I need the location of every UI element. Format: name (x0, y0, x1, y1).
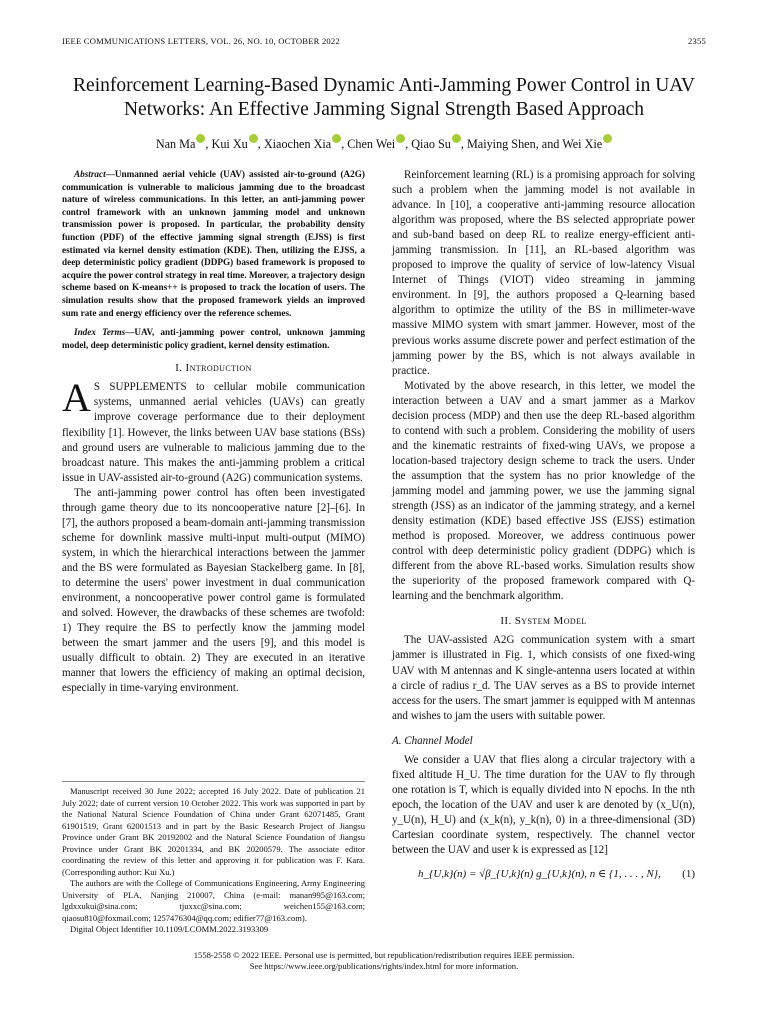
orcid-icon[interactable] (396, 134, 405, 143)
author-separator: , (460, 137, 467, 152)
paper-title: Reinforcement Learning-Based Dynamic Anti-Jamming Power Control in UAV Networks: An Effective Jamming Signal Strength Based Approach (73, 75, 695, 120)
author-separator: , (257, 137, 264, 152)
author-separator: , (205, 137, 212, 152)
page-number: 2355 (688, 36, 706, 46)
abstract (62, 168, 365, 319)
drop-cap: A (62, 375, 91, 421)
right-paragraph-1: Reinforcement learning (RL) is a promising approach for solving such a problem when the jamming model is not available in advance. In [10], a cooperative anti-jamming resource allocation algorithm was proposed, where the BS selected appropriate power and sub-band based on deep RL to realize energy-efficient anti-jamming transmission. In [11], an RL-based algorithm was proposed to improve the quality of service of low-latency Visual Internet of Things (VIOT) video streaming in jamming environment. In [9], the authors proposed a Q-learning based algorithm to optimize the utility of the BS in millimeter-wave massive MIMO system with smart jammer. However, most of the previous works assume discrete power and perfect estimation of the jamming power by the BS, which is not always available in practice. (392, 169, 695, 377)
author: Nan Ma (155, 137, 196, 152)
footnote-manuscript: Manuscript received 30 June 2022; accepted 16 July 2022. Date of publication 21 July 2022; date of current version 10 October 2022. This work was supported in part by the National Natural Science Foundation of China under Grant 62071485, Grant 61901519, Grant 62001513 and in part by the Basic Research Project of Jiangsu Province under Grant BK 20192002 and the Natural Science Foundation of Jiangsu Province under Grant BK 20201334, and BK 20200579. The associate editor coordinating the review of this letter and approving it for publication was F. Kara. (Corresponding author: Kui Xu.) (62, 786, 365, 877)
orcid-icon[interactable] (603, 134, 612, 143)
index-terms-dash: — (125, 327, 135, 338)
author: Kui Xu (211, 137, 248, 152)
copyright-line: 1558-2558 © 2022 IEEE. Personal use is permitted, but republication/redistribution requires IEEE permission. (193, 950, 575, 960)
orcid-icon[interactable] (249, 134, 258, 143)
footnote-affiliation: The authors are with the College of Communications Engineering, Army Engineering University of PLA, Nanjing 210007, China (e-mail: manan995@163.com; lgdxxukui@sina.com; tjuxxc@sina.com; weichen155@163.com; qiaosu810@foxmail.com; 1257476304@qq.com; edifier77@163.com). (62, 878, 365, 923)
subsection-heading-channel-model: A. Channel Model (392, 734, 473, 747)
channel-model-paragraph: We consider a UAV that flies along a circular trajectory with a fixed altitude H_U. The time duration for the UAV to fly through one rotation is T, which is equally divided into N epochs. In the nth epoch, the location of the UAV and user k are denoted by (x_U(n), y_U(n), H_U) and (x_k(n), y_k(n), 0) in a three-dimensional (3D) Cartesian coordinate system, respectively. The channel vector between the UAV and user k is expressed as [12] (392, 753, 695, 857)
right-column (392, 168, 695, 882)
author-separator: , and (535, 137, 563, 152)
author-list (40, 134, 728, 152)
author: Chen Wei (347, 137, 396, 152)
index-terms (62, 326, 365, 351)
author-separator: , (341, 137, 348, 152)
orcid-icon[interactable] (452, 134, 461, 143)
section-heading-introduction: I. Introduction (175, 362, 252, 375)
index-terms-label: Index Terms (74, 327, 126, 338)
intro-paragraph-2: The anti-jamming power control has often been investigated through game theory due to its noncooperative nature [2]–[6]. In [7], the authors proposed a beam-domain anti-jamming transmission scheme for downlink massive multi-input multi-output (MIMO) system, in which the hierarchical interactions between the jammer and the BS were formulated as Bayesian Stackelberg game. In [8], to determine the users' power investment in dual communication environment, a noncooperative power control game is formulated and solved. However, the drawbacks of these schemes are twofold: 1) They require the BS to perfectly know the jamming model between the smart jammer and the users [9], and this model is usually difficult to obtain. 2) They are executed in an iterative manner that lowers the efficiency of making an optimal decision, especially in time-varying environment. (62, 486, 365, 695)
equation-body: h_{U,k}(n) = √β_{U,k}(n) g_{U,k}(n), n ∈ {1, . . . , N}, (418, 868, 661, 881)
orcid-icon[interactable] (332, 134, 341, 143)
equation-1 (392, 867, 695, 882)
footnote-doi: Digital Object Identifier 10.1109/LCOMM.2022.3193309 (70, 924, 269, 934)
author: Maiying Shen (466, 137, 536, 152)
index-terms-text: UAV, anti-jamming power control, unknown jamming model, deep deterministic policy gradient, kernel density estimation. (62, 327, 366, 350)
author: Qiao Su (411, 137, 451, 152)
copyright-footer (0, 950, 768, 972)
author: Xiaochen Xia (263, 137, 332, 152)
right-paragraph-2: Motivated by the above research, in this letter, we model the interaction between a UAV and a smart jammer as a Markov decision process (MDP) and then use the deep RL-based algorithm to contend with such a problem. Considering the mobility of users and the kinematic restraints of fixed-wing UAVs, we propose a location-based trajectory design scheme to track the users. Under the assumption that the system has no prior knowledge of the jamming model and jamming power, we use the jamming signal strength (JSS) as an indicator of the jamming strategy, and a kernel density estimation (KDE) based effective JSS (EJSS) estimation method is proposed. Moreover, we address continuous power control with deep deterministic policy gradient (DDPG) which is different from the above RL-based works. Simulation results show the superiority of the proposed framework compared with Q-learning and the benchmark algorithm. (392, 379, 695, 603)
section-heading-system-model: II. System Model (500, 615, 587, 628)
abstract-label: Abstract (74, 169, 106, 179)
footnote-block (62, 781, 365, 936)
journal-name: IEEE COMMUNICATIONS LETTERS, VOL. 26, NO. 10, OCTOBER 2022 (62, 36, 340, 46)
author: Wei Xie (562, 137, 603, 152)
system-model-paragraph: The UAV-assisted A2G communication system with a smart jammer is illustrated in Fig. 1, which consists of one fixed-wing UAV with M antennas and K single-antenna users located at within a circle of radius r_d. The UAV serves as a BS to provide internet access for the users. The smart jammer is equipped with M antennas and wishes to jam the users with suitable power. (392, 634, 695, 722)
left-column (62, 168, 365, 696)
author-separator: , (405, 137, 412, 152)
equation-number: (1) (682, 868, 695, 881)
rights-link-line[interactable]: See https://www.ieee.org/publications/rights/index.html for more information. (249, 961, 519, 971)
intro-paragraph (62, 375, 365, 485)
abstract-dash: — (105, 169, 115, 179)
running-header (62, 36, 706, 46)
abstract-text: Unmanned aerial vehicle (UAV) assisted air-to-ground (A2G) communication is vulnerable to malicious jamming due to the broadcast nature of wireless communications. In this letter, an anti-jamming power control framework with an unknown jamming model and unknown transmission power is proposed. In particular, the probability density function (PDF) of the effective jamming signal strength (EJSS) is first estimated via kernel density estimation (KDE). Then, utilizing the EJSS, a deep deterministic policy gradient (DDPG) based framework is proposed to acquire the power control strategy in real time. Moreover, a trajectory design scheme based on K-means++ is proposed to track the location of users. The simulation results show that the proposed framework yields an improved sum rate and energy efficiency over the reference schemes. (62, 169, 365, 318)
intro-paragraph-text: S SUPPLEMENTS to cellular mobile communication systems, unmanned aerial vehicles (UAVs) can greatly improve coverage performance due to their deployment flexibility [1]. However, the links between UAV base stations (BSs) and ground users are vulnerable to malicious jamming due to the broadcast nature. This makes the anti-jamming problem a critical issue in UAV-assisted air-to-ground (A2G) communication systems. (62, 381, 365, 484)
